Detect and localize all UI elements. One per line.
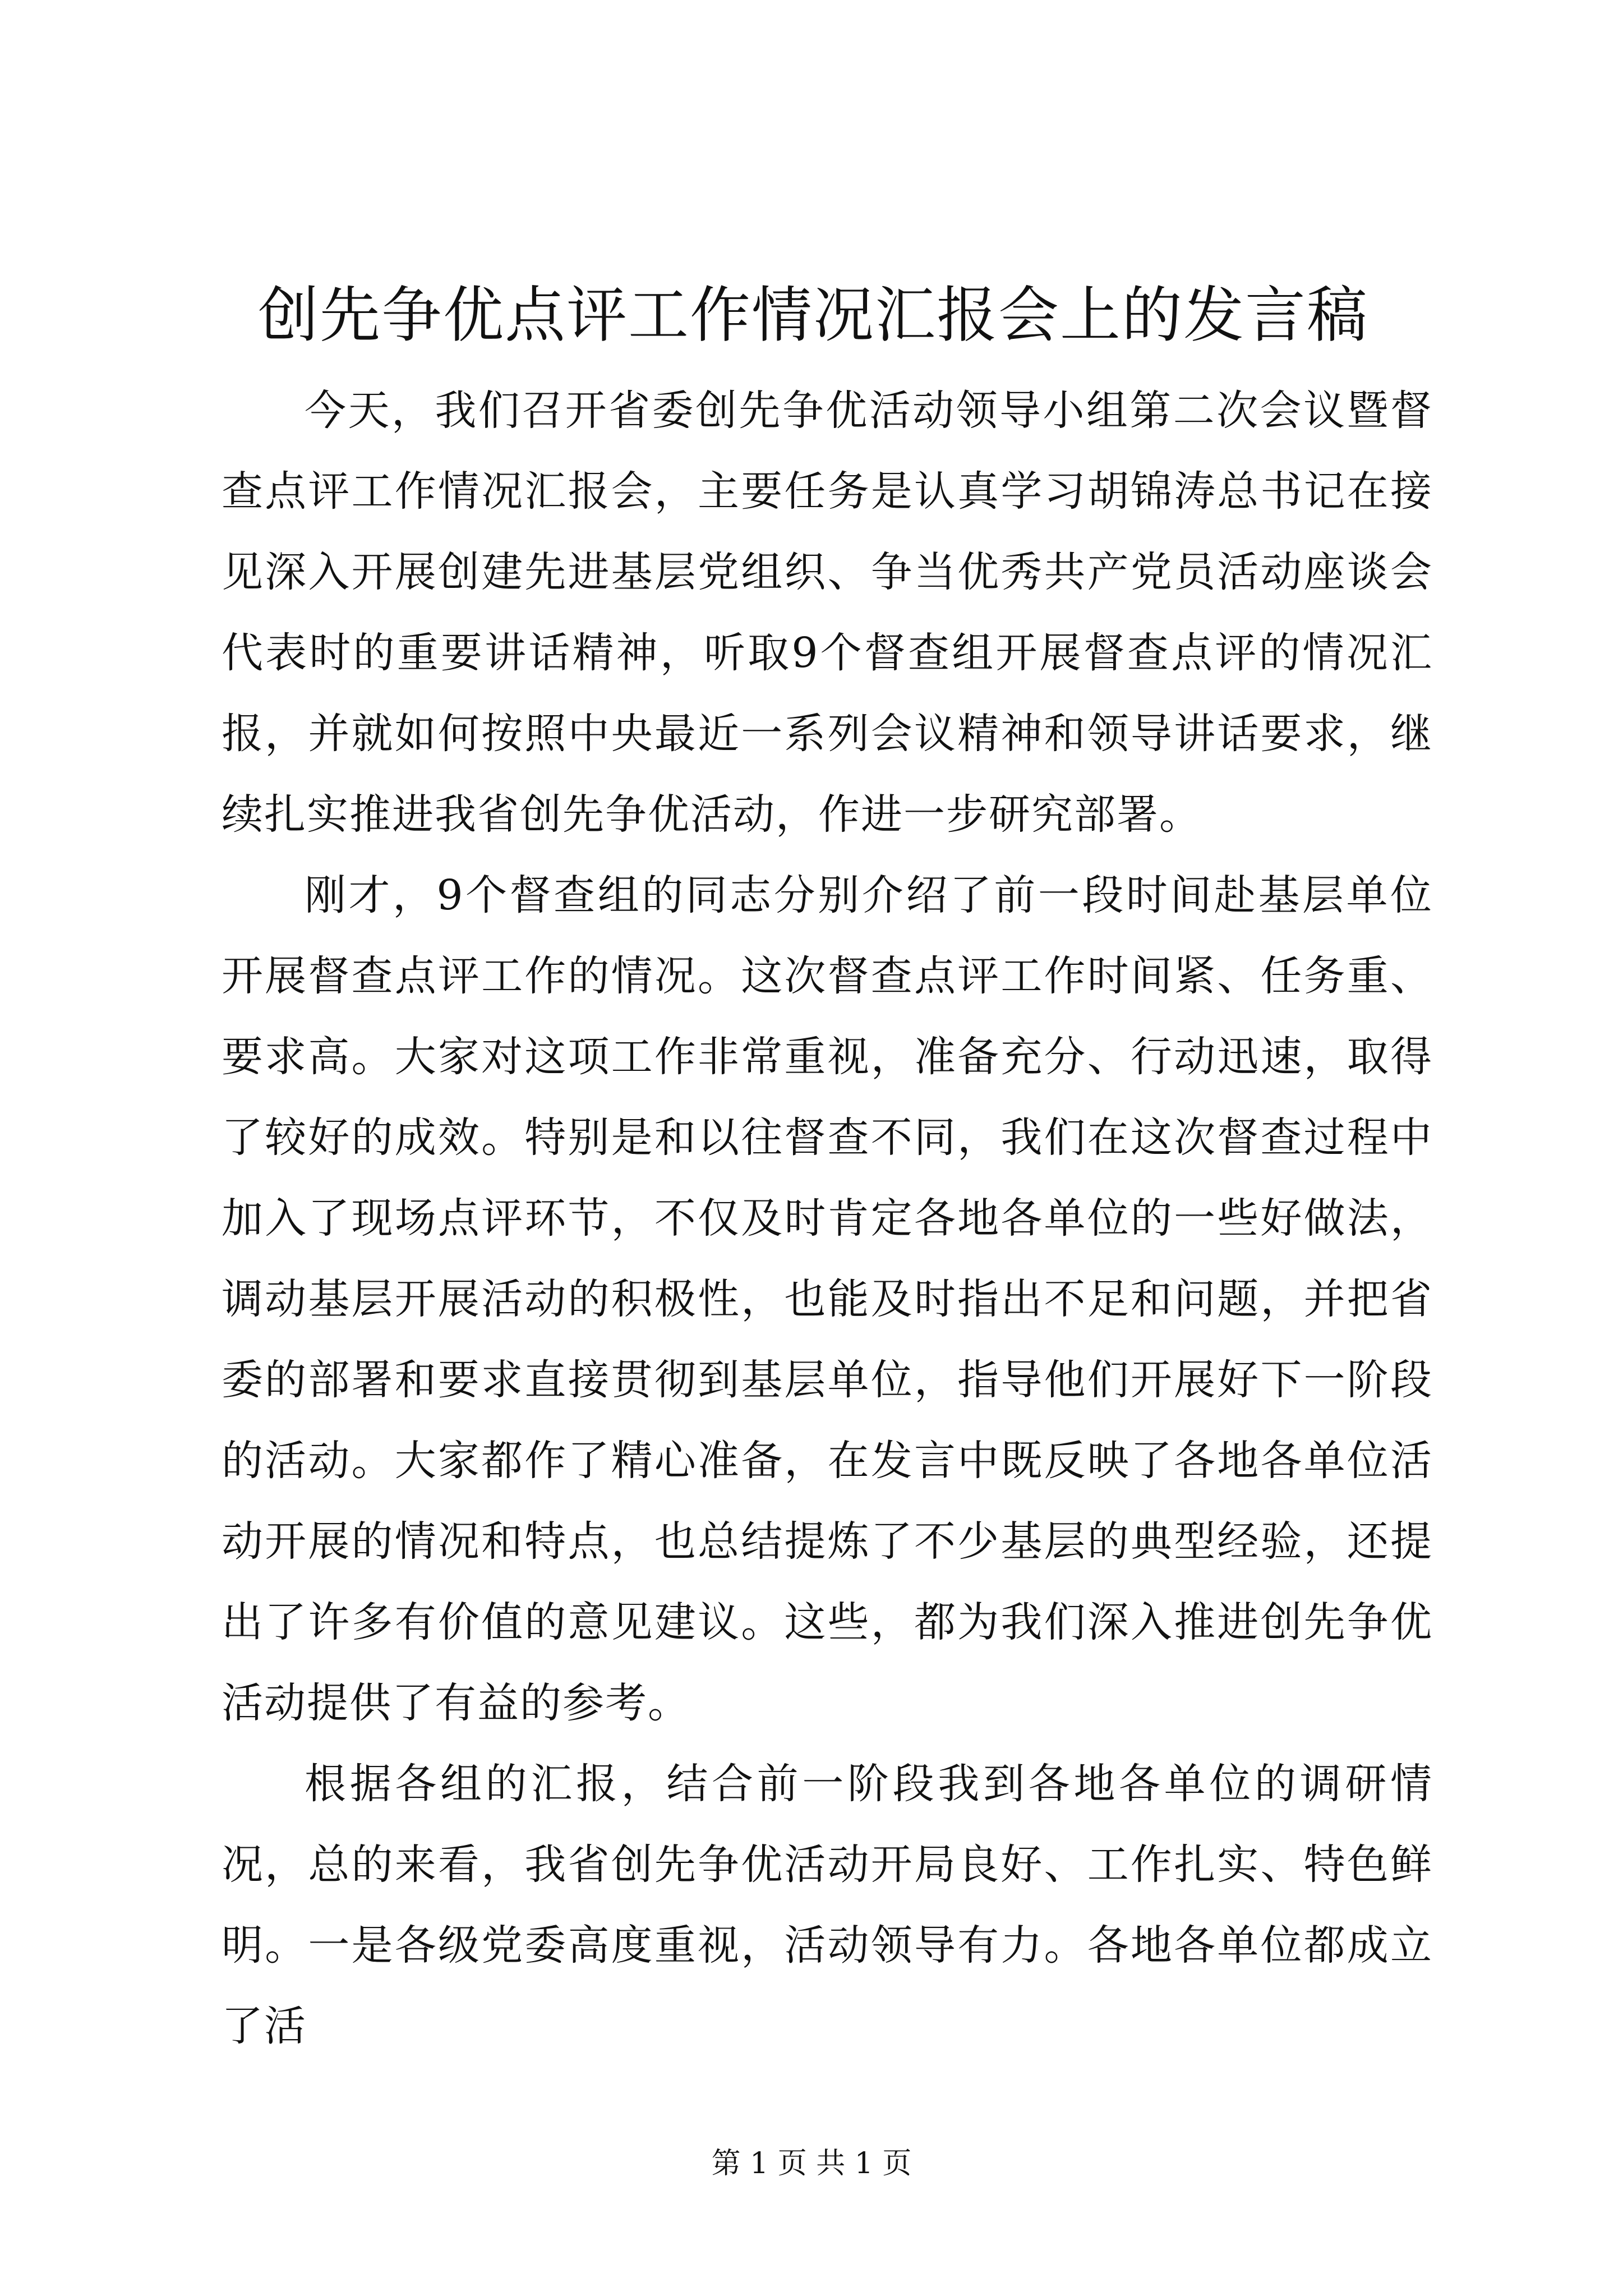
- page-number-footer: 第 1 页 共 1 页: [711, 2147, 912, 2180]
- paragraph-2: 刚才，9个督查组的同志分别介绍了前一段时间赴基层单位开展督查点评工作的情况。这次督查点评工作时间紧、任务重、要求高。大家对这项工作非常重视，准备充分、行动迅速，取得了较好的成效。特别是和以往督查不同，我们在这次督查过程中加入了现场点评环节，不仅及时肯定各地各单位的一些好做法，调动基层开展活动的积极性，也能及时指出不足和问题，并把省委的部署和要求直接贯彻到基层单位，指导他们开展好下一阶段的活动。大家都作了精心准备，在发言中既反映了各地各单位活动开展的情况和特点，也总结提炼了不少基层的典型经验，还提出了许多有价值的意见建议。这些，都为我们深入推进创先争优活动提供了有益的参考。: [222, 871, 1433, 1727]
- paragraph-1: 今天，我们召开省委创先争优活动领导小组第二次会议暨督查点评工作情况汇报会，主要任务是认真学习胡锦涛总书记在接见深入开展创建先进基层党组织、争当优秀共产党员活动座谈会代表时的重要讲话精神，听取9个督查组开展督查点评的情况汇报，并就如何按照中央最近一系列会议精神和领导讲话要求，继续扎实推进我省创先争优活动，作进一步研究部署。: [222, 386, 1433, 839]
- paragraph-3: 根据各组的汇报，结合前一阶段我到各地各单位的调研情况，总的来看，我省创先争优活动开局良好、工作扎实、特色鲜明。一是各级党委高度重视，活动领导有力。各地各单位都成立了活: [222, 1760, 1433, 2050]
- document-title: 创先争优点评工作情况汇报会上的发言稿: [257, 280, 1368, 351]
- document-body: [222, 370, 1433, 2067]
